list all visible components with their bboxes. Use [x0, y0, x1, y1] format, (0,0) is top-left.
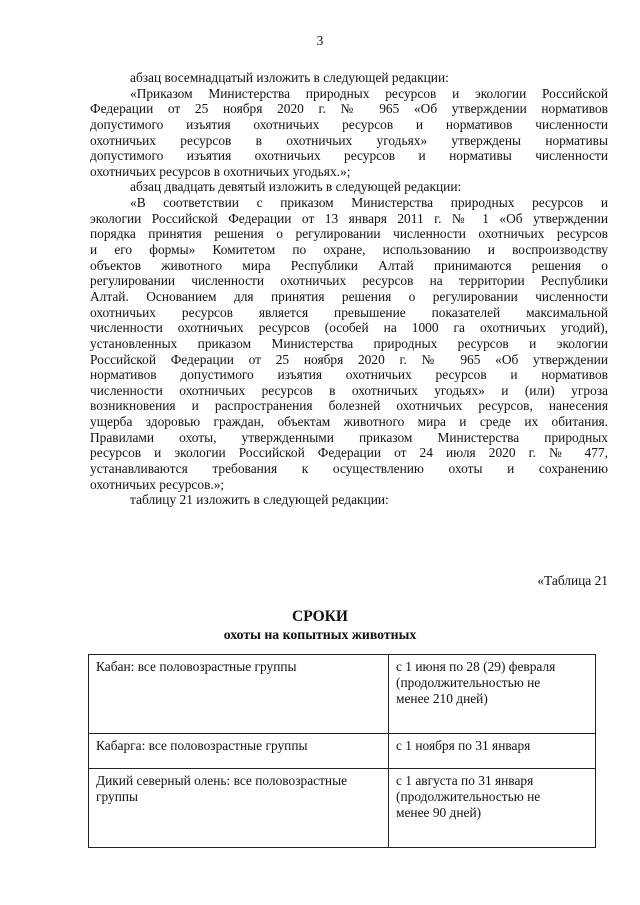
paragraph-line: «В соответствии с приказом Министерства природных ресурсов и — [130, 195, 608, 211]
animal-cell-line: группы — [96, 789, 139, 804]
animal-cell-line: Дикий северный олень: все половозрастные — [96, 773, 348, 788]
paragraph-line: возникновения и распространения болезней охотничьих ресурсов, нанесения — [90, 398, 608, 414]
paragraph-line: абзац восемнадцатый изложить в следующей редакции: — [130, 70, 449, 85]
period-cell-line: менее 210 дней) — [396, 691, 488, 706]
paragraph-line: «Приказом Министерства природных ресурсов и экологии Российской — [130, 85, 608, 101]
paragraph-line: таблицу 21 изложить в следующей редакции: — [130, 492, 389, 508]
paragraph-line: ресурсов и экологии Российской Федерации от 24 июля 2020 г. № 477, — [90, 445, 608, 461]
paragraph-line: экологии Российской Федерации от 13 января 2011 г. № 1 «Об утверждении — [90, 210, 608, 226]
period-cell-line: с 1 августа по 31 января — [396, 773, 534, 788]
paragraph-line: абзац двадцать девятый изложить в следующей редакции: — [130, 179, 462, 195]
body-text — [90, 70, 608, 508]
paragraph — [90, 70, 608, 86]
animal-cell — [89, 734, 389, 769]
animal-cell — [89, 769, 389, 848]
paragraph-line: численности охотничьих ресурсов в охотничьих угодьях» и (или) угроза — [90, 382, 608, 398]
page-number: 3 — [316, 33, 324, 48]
paragraph — [90, 179, 608, 195]
paragraph-line: устанавливаются требования к осуществлению охоты и сохранению — [90, 461, 608, 477]
heading-subtitle: охоты на копытных животных — [223, 627, 417, 642]
animal-cell-line: Кабарга: все половозрастные группы — [96, 738, 308, 753]
period-cell-line: с 1 июня по 28 (29) февраля — [396, 659, 556, 674]
heading-title: СРОКИ — [292, 608, 348, 625]
paragraph-line: допустимого изъятия охотничьих ресурсов и нормативов численности — [90, 116, 608, 132]
table-row — [89, 734, 596, 769]
paragraph-line: установленных приказом Министерства природных ресурсов и экологии — [90, 335, 608, 351]
paragraph-line: численности охотничьих ресурсов (особей на 1000 га охотничьих угодий), — [90, 320, 608, 336]
table-caption: «Таблица 21 — [537, 573, 608, 588]
period-cell-line: (продолжительностью не — [396, 789, 541, 804]
animal-cell-line: Кабан: все половозрастные группы — [96, 659, 297, 674]
paragraph-line: Федерации от 25 ноября 2020 г. № 965 «Об утверждении нормативов — [90, 101, 608, 117]
paragraph-line: ущерба здоровью граждан, объектам животного мира и среде их обитания. — [90, 414, 608, 430]
period-cell-line: (продолжительностью не — [396, 675, 541, 690]
paragraph — [90, 86, 608, 180]
paragraph-line: охотничьих ресурсов в охотничьих угодьях.»; — [90, 163, 351, 179]
paragraph-line: регулировании численности охотничьих ресурсов на территории Республики — [90, 273, 608, 289]
paragraph-line: охотничьих ресурсов является превышение показателей максимальной — [90, 304, 608, 320]
paragraph-line: Российской Федерации от 25 ноября 2020 г. № 965 «Об утверждении — [90, 351, 608, 367]
period-cell-line: с 1 ноября по 31 января — [396, 738, 531, 753]
paragraph-line: Алтай. Основанием для принятия решения о регулировании численности — [90, 288, 608, 304]
paragraph-line: объектов животного мира Республики Алтай принимаются решения о — [90, 257, 608, 273]
period-cell — [389, 769, 596, 848]
paragraph-line: нормативов допустимого изъятия охотничьих ресурсов и нормативов — [90, 367, 608, 383]
period-cell — [389, 655, 596, 734]
paragraph-line: охотничьих ресурсов.»; — [90, 476, 225, 492]
table-row — [89, 655, 596, 734]
table-heading — [0, 607, 640, 644]
paragraph-line: допустимого изъятия охотничьих ресурсов и нормативы численности — [90, 148, 608, 164]
period-cell-line: менее 90 дней) — [396, 805, 482, 820]
animal-cell — [89, 655, 389, 734]
paragraph-line: Правилами охоты, утвержденными приказом Министерства природных — [90, 429, 608, 445]
paragraph-line: порядка принятия решения о регулировании численности охотничьих ресурсов — [90, 226, 608, 242]
paragraph-line: охотничьих ресурсов в охотничьих угодьях» утверждены нормативы — [90, 132, 608, 148]
paragraph — [90, 492, 608, 508]
paragraph — [90, 195, 608, 492]
hunting-periods-table — [88, 654, 596, 848]
period-cell — [389, 734, 596, 769]
paragraph-line: и его формы» Комитетом по охране, использованию и воспроизводству — [90, 242, 608, 258]
table-row — [89, 769, 596, 848]
